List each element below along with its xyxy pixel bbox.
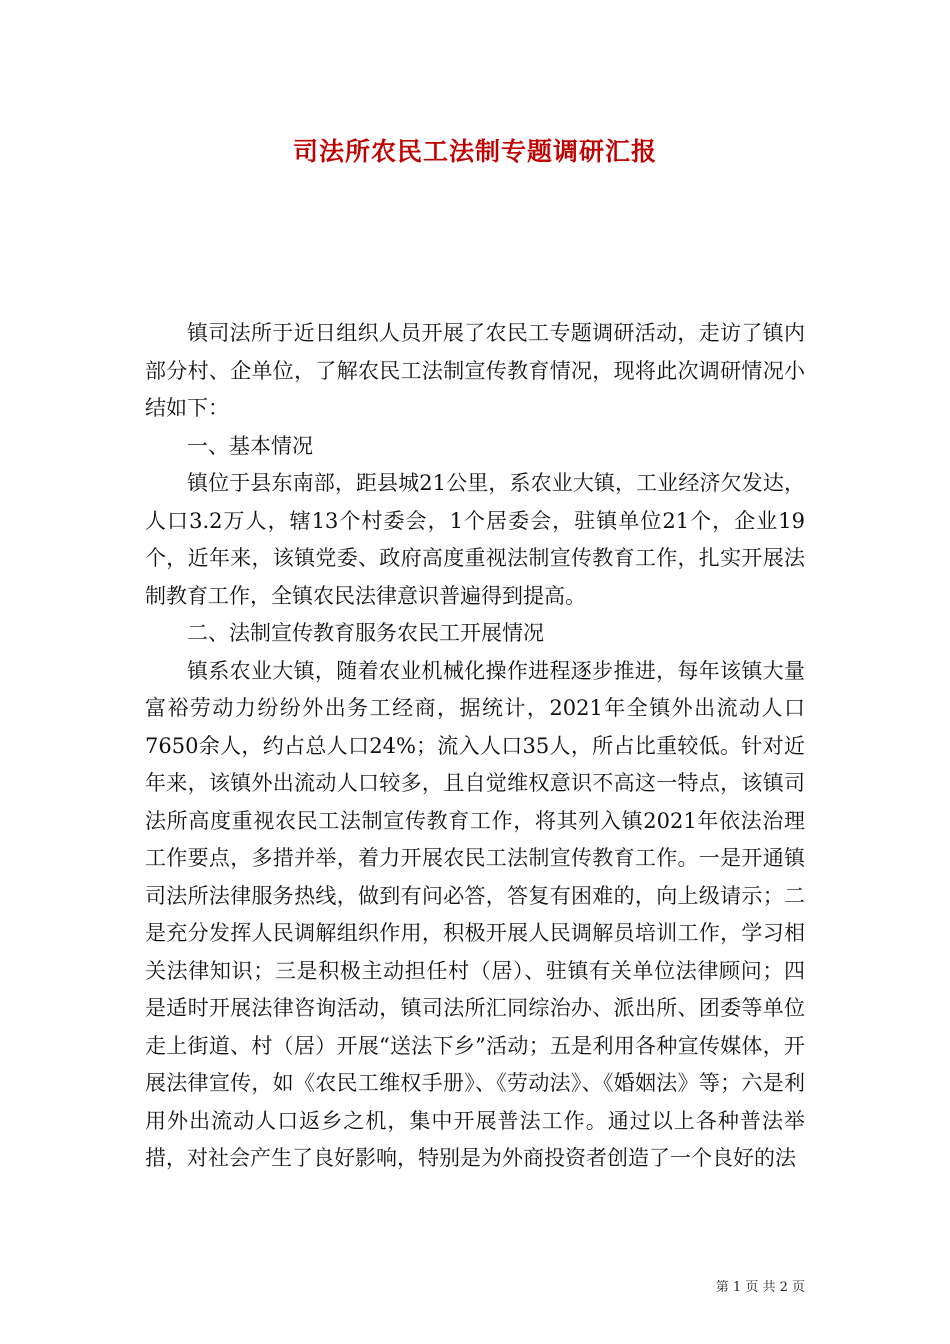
document-title: 司法所农民工法制专题调研汇报 [292,137,657,166]
basic-info-paragraph: 镇位于县东南部，距县城21公里，系农业大镇，工业经济欠发达，人口3.2万人，辖13个村委会，1个居委会，驻镇单位21个，企业19个，近年来，该镇党委、政府高度重视法制宣传教育工作，扎实开展法制教育工作，全镇农民法律意识普遍得到提高。 [145,471,805,608]
section-heading-legal-education: 二、法制宣传教育服务农民工开展情况 [187,621,544,645]
document-body [145,315,805,1178]
section-heading-basic: 一、基本情况 [187,433,313,458]
intro-paragraph: 镇司法所于近日组织人员开展了农民工专题调研活动，走访了镇内部分村、企单位，了解农民工法制宣传教育情况，现将此次调研情况小结如下： [145,321,805,420]
page-number: 第 1 页 共 2 页 [715,1280,805,1295]
legal-education-paragraph: 镇系农业大镇，随着农业机械化操作进程逐步推进，每年该镇大量富裕劳动力纷纷外出务工经商，据统计，2021年全镇外出流动人口7650余人，约占总人口24%；流入人口35人，所占比重较低。针对近年来，该镇外出流动人口较多，且自觉维权意识不高这一特点，该镇司法所高度重视农民工法制宣传教育工作，将其列入镇2021年依法治理工作要点，多措并举，着力开展农民工法制宣传教育工作。一是开通镇司法所法律服务热线，做到有问必答，答复有困难的，向上级请示；二是充分发挥人民调解组织作用，积极开展人民调解员培训工作，学习相关法律知识；三是积极主动担任村（居）、驻镇有关单位法律顾问；四是适时开展法律咨询活动，镇司法所汇同综治办、派出所、团委等单位走上街道、村（居）开展“送法下乡”活动；五是利用各种宣传媒体，开展法律宣传，如《农民工维权手册》、《劳动法》、《婚姻法》等；六是利用外出流动人口返乡之机，集中开展普法工作。通过以上各种普法举措，对社会产生了良好影响，特别是为外商投资者创造了一个良好的法 [145,658,805,1170]
